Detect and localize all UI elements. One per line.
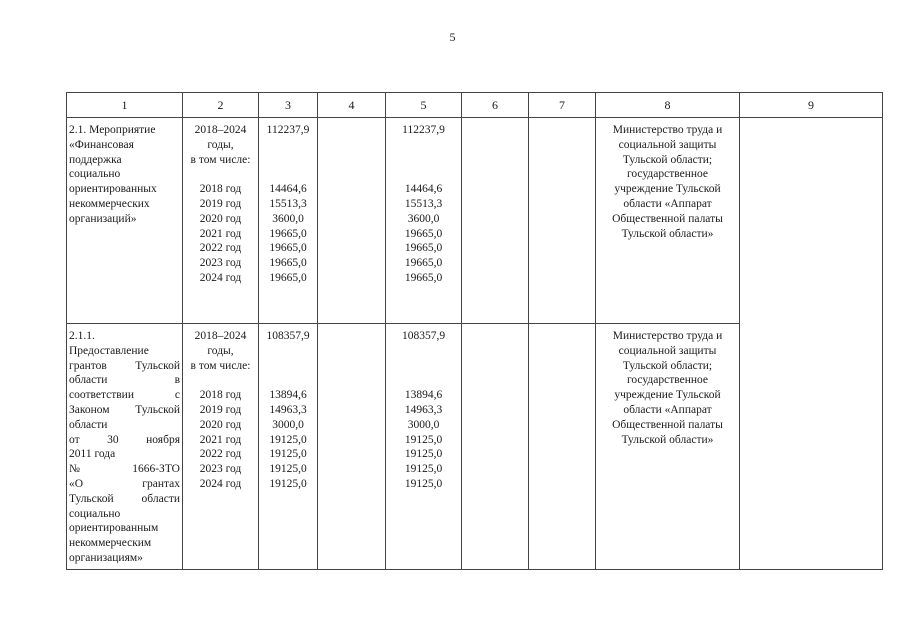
cell-line: грантов Тульской: [69, 359, 180, 372]
cell-line: от 30 ноября: [69, 433, 180, 446]
cell-line: 3600,0: [272, 212, 304, 225]
cell-line: № 1666-ЗТО: [69, 463, 180, 476]
cell-line: годы,: [207, 138, 234, 151]
column-header: 9: [740, 93, 883, 118]
cell-line: 15513,3: [404, 197, 443, 210]
cell-line: социальной защиты: [618, 344, 717, 357]
cell-line: 2020 год: [199, 418, 242, 431]
responsible-cell: [596, 118, 740, 324]
cell-line: 2022 год: [199, 448, 242, 461]
column-header: 5: [386, 93, 462, 118]
cell-line: 19665,0: [404, 227, 443, 240]
cell-line: 2020 год: [199, 212, 242, 225]
cell-line: 2021 год: [199, 433, 242, 446]
cell-line: 2022 год: [199, 242, 242, 255]
cell-line: 14963,3: [269, 403, 307, 416]
cell-line: 19665,0: [404, 242, 443, 255]
spacer: [183, 373, 258, 388]
cell-line: 19125,0: [269, 477, 307, 490]
cell-line: 3000,0: [407, 418, 440, 431]
cell-line: 14464,6: [404, 183, 443, 196]
cell-line: 19125,0: [269, 463, 307, 476]
page-number: 5: [449, 30, 456, 44]
cell-line: 15513,3: [269, 197, 307, 210]
cell-line: 2021 год: [199, 227, 242, 240]
cell-line: Предоставление: [69, 344, 149, 357]
cell-line: 2018–2024: [194, 330, 247, 342]
cell-line: 19125,0: [404, 463, 443, 476]
cell-line: ориентированных: [69, 183, 157, 196]
period-cell: [183, 118, 259, 324]
cell-line: 2019 год: [199, 197, 242, 210]
cell-line: Тульской области»: [621, 433, 714, 446]
column-header: 7: [529, 93, 596, 118]
amount-regional-cell: [386, 324, 462, 570]
column-header: 8: [596, 93, 740, 118]
cell-line: 19665,0: [269, 242, 307, 255]
spacer: [386, 359, 461, 374]
cell-line: 19665,0: [269, 257, 307, 270]
cell-line: 19125,0: [269, 433, 307, 446]
cell-line: 19665,0: [404, 257, 443, 270]
cell-line: «Финансовая: [69, 138, 134, 151]
cell-line: социальной защиты: [618, 138, 717, 151]
amount-total-cell: [259, 118, 318, 324]
amount-total-cell: [259, 324, 318, 570]
spacer: [259, 373, 317, 388]
cell-line: соответствии с: [69, 389, 180, 402]
column-header: 6: [462, 93, 529, 118]
cell-line: 14464,6: [269, 183, 307, 196]
cell-line: учреждение Тульской: [614, 183, 721, 196]
program-table: [66, 92, 883, 570]
spacer: [386, 344, 461, 359]
cell-line: 2023 год: [199, 463, 242, 476]
spacer: [259, 153, 317, 168]
spacer: [386, 138, 461, 153]
cell-line: 13894,6: [269, 389, 307, 402]
cell-line: некоммерческим: [69, 537, 152, 550]
cell-line: 2.1. Мероприятие: [69, 124, 156, 136]
column-header: 3: [259, 93, 318, 118]
spacer: [386, 373, 461, 388]
cell-line: учреждение Тульской: [614, 389, 721, 402]
cell-line: 19125,0: [404, 448, 443, 461]
cell-line: 2018 год: [199, 183, 242, 196]
empty-cell: [462, 118, 529, 324]
cell-line: 112237,9: [402, 124, 445, 136]
cell-line: 19125,0: [269, 448, 307, 461]
cell-line: годы,: [207, 344, 234, 357]
cell-line: 2023 год: [199, 257, 242, 270]
cell-line: 19125,0: [404, 477, 443, 490]
responsible-cell: [596, 324, 740, 570]
spacer: [386, 167, 461, 182]
cell-line: Тульской области;: [622, 359, 713, 372]
cell-line: 2019 год: [199, 403, 242, 416]
cell-line: 2.1.1.: [69, 330, 95, 342]
cell-line: некоммерческих: [69, 197, 150, 210]
cell-line: 19665,0: [269, 271, 307, 284]
cell-line: 2011 года: [69, 448, 116, 461]
cell-line: 19665,0: [269, 227, 307, 240]
spacer: [386, 153, 461, 168]
empty-cell: [529, 118, 596, 324]
cell-line: Общественной палаты: [612, 212, 723, 225]
cell-line: 112237,9: [266, 124, 310, 136]
empty-cell: [529, 324, 596, 570]
cell-line: Министерство труда и: [612, 124, 723, 136]
empty-cell: [462, 324, 529, 570]
cell-line: 2024 год: [199, 271, 242, 284]
cell-line: Министерство труда и: [612, 330, 723, 342]
cell-line: 13894,6: [404, 389, 443, 402]
cell-line: государственное: [626, 168, 709, 181]
cell-line: 3600,0: [407, 212, 440, 225]
cell-line: 2018–2024: [194, 124, 247, 136]
spacer: [259, 138, 317, 153]
measure-name-cell: [67, 118, 183, 324]
cell-line: области «Аппарат: [623, 197, 712, 210]
measure-name-cell: [67, 324, 183, 570]
cell-line: 108357,9: [266, 330, 310, 342]
cell-line: Законом Тульской: [69, 403, 180, 416]
cell-line: в том числе:: [190, 153, 251, 166]
cell-line: области «Аппарат: [623, 403, 712, 416]
cell-line: государственное: [626, 374, 709, 387]
column-header: 1: [67, 93, 183, 118]
spacer: [183, 167, 258, 182]
cell-line: организаций»: [69, 212, 137, 225]
cell-line: в том числе:: [190, 359, 251, 372]
cell-line: Тульской области: [69, 492, 180, 505]
cell-line: социально: [69, 507, 121, 520]
period-cell: [183, 324, 259, 570]
cell-line: 19125,0: [404, 433, 443, 446]
spacer: [259, 344, 317, 359]
column9-cell: [740, 118, 883, 570]
spacer: [259, 359, 317, 374]
table-row: [67, 118, 883, 324]
amount-regional-cell: [386, 118, 462, 324]
cell-line: Общественной палаты: [612, 418, 723, 431]
cell-line: поддержка: [69, 153, 122, 166]
cell-line: ориентированным: [69, 522, 159, 535]
cell-line: 3000,0: [272, 418, 304, 431]
cell-line: «О грантах: [69, 477, 180, 490]
cell-line: социально: [69, 168, 121, 181]
cell-line: 14963,3: [404, 403, 443, 416]
cell-line: 108357,9: [401, 330, 446, 342]
cell-line: организациям»: [69, 551, 143, 564]
column-header: 2: [183, 93, 259, 118]
spacer: [259, 167, 317, 182]
empty-cell: [318, 118, 386, 324]
cell-line: области: [69, 418, 108, 431]
cell-line: 19665,0: [404, 271, 443, 284]
header-row: [67, 93, 883, 118]
cell-line: 2024 год: [199, 477, 242, 490]
empty-cell: [318, 324, 386, 570]
cell-line: области в: [69, 374, 180, 387]
column-header: 4: [318, 93, 386, 118]
cell-line: Тульской области»: [621, 227, 714, 240]
cell-line: 2018 год: [199, 389, 242, 402]
cell-line: Тульской области;: [622, 153, 713, 166]
